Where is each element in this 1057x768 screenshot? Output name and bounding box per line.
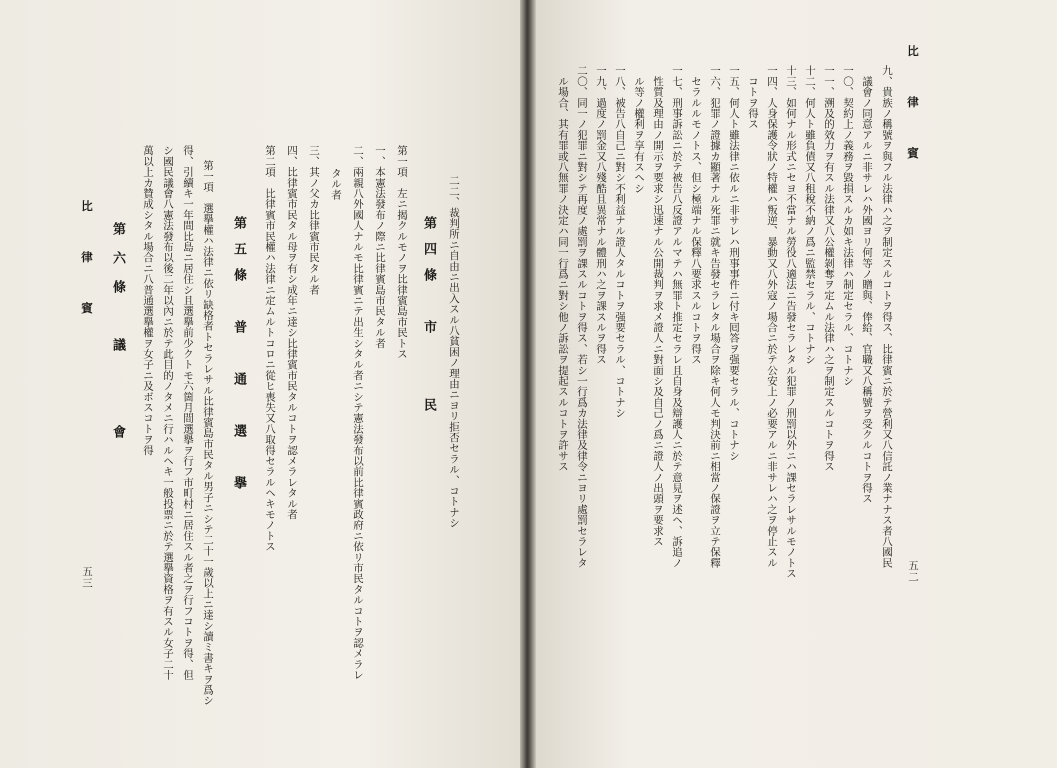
text-line: 一五、何人ト雖法律ニ依ルニ非サレハ刑事事件ニ付キ囘答ヲ强要セラル、コトナシ [728,65,740,461]
page-number: 五二 [907,560,919,583]
text-line: ル等ノ權利ヲ享有スヘシ [633,65,645,194]
section-heading: 第四條 市 民 [421,216,436,424]
text-line: 十三、如何ナル形式ニセヨ不當ナル勞役八適法ニ告發セラレタル犯罪ノ刑罰以外ニハ課セラレサルモノトス [785,65,797,579]
section-heading: 第六條 議 會 [110,222,125,454]
text-line: 議會ノ同意アルニ非サレハ外國ヨリ何等ノ贈與、俸給、官職又八稱號ヲ受クルコトヲ得ス [861,65,873,504]
text-line: 一七、刑事訴訟ニ於テ被告八反證アルマテハ無罪ト推定セラレ且自身及辯護人ニ於テ意見ヲ述ヘ、訴追ノ [671,65,683,568]
running-header: 比 律 賓 [906,45,920,173]
text-line: 一六、犯罪ノ證據カ顯著ナル死罪ニ就キ告發セラレタル場合ヲ除キ何人モ判決前ニ相當ノ保證ヲ立テ保釋 [709,65,721,568]
text-line: 第二項 比律賓市民權ハ法律ニ定ムルトコロニ從ヒ喪失又八取得セラルヘキモノトス [264,145,276,552]
left-page [0,0,520,768]
text-line: 一八、被告八自己ニ對シ不利益ナル證人タルコトヲ强要セラル、コトナシ [614,65,626,419]
text-line: ル場合、其有罪或八無罪ノ決定ハ同一行爲ニ對シ他ノ訴訟ヲ提起スルコトヲ許サス [557,65,569,472]
book-gutter [520,0,536,768]
text-line: 一〇、契約上ノ義務ヲ毀損スルカ如キ法律ハ制定セラル、コトナシ [842,65,854,386]
running-header: 比 律 賓 [80,200,94,328]
section-heading: 第五條 普 通 選 擧 [231,216,246,502]
text-line: 二〇、同一ノ犯罪ニ對シテ再度ノ處罰ヲ課スルコトヲ得ス、若シ一行爲カ法律及律令ニヨリ處罰セラレタ [576,65,588,568]
page-number: 五三 [81,566,93,589]
text-line: コトヲ得ス [747,65,759,130]
text-line: 一九、過度ノ罰金又八殘酷且異常ナル體刑ハ之ヲ課スルヲ得ス [595,65,607,365]
text-line: 二、兩親八外國人ナルモ比律賓ニテ出生シタル者ニシテ憲法發布以前比律賓政府ニ依リ市民タルコトヲ認メラレ [352,145,364,680]
text-line: 一、本憲法發布ノ際ニ比律賓島市民タル者 [374,145,386,349]
text-line: 九、貴族ノ稱號ヲ與フル法律ハ之ヲ制定スルコトヲ得ス、比律賓ニ於テ營利又八信託ノ業ナナス者八國民 [881,65,893,568]
text-line: 得、引續キ一年間比島ニ居住シ且選擧前少クトモ六箇月間選擧ヲ行フ市町村ニ居住スル者之ヲ行フコトヲ得、但 [182,145,194,680]
text-line: シ國民議會八憲法發布以後二年以內ニ於テ此目的ノタメニ行ハルヘキ一般投票ニ於テ選擧資格ヲ有スル女子二十 [162,145,174,680]
text-line: 四、比律賓市民タル母ヲ有シ成年ニ達シ比律賓市民タルコトヲ認メラレタル者 [286,145,298,520]
text-line: 一四、人身保護令狀ノ特權ハ叛逆、暴動又八外寇ノ場合ニ於テ公安上ノ必要アルニ非サレハ之ヲ停止スル [766,65,778,568]
text-line: 三、其ノ父カ比律賓市民タル者 [308,145,320,295]
right-page [536,0,1057,768]
text-line: 十二、何人ト雖負債又八租稅不納ノ爲ニ監禁セラル、コトナシ [804,65,816,365]
text-line: 二二、裁判所ニ自由ニ出入スル八貧困ノ理由ニヨリ拒否セラル、コトナシ [448,175,460,529]
text-line: 一一、溯及的效力ヲ有スル法律又八公權剝奪ヲ定ムル法律ハ之ヲ制定スルコトヲ得ス [823,65,835,472]
text-line: 第一項 選擧權ハ法律ニ依リ缺格者トセラレサル比律賓島市民タル男子ニシテ二十一歲以上ニ達シ讀ミ書キヲ爲シ [202,160,214,706]
text-line: タル者 [330,157,342,200]
text-line: 性質及理由ノ開示ヲ要求シ迅速ナル公開裁判ヲ求メ證人ニ對面シ及自己ノ爲ニ證人ノ出頭ヲ要求ス [652,65,664,547]
text-line: 第一項 左ニ揭クルモノヲ比律賓島市民トス [396,145,408,359]
text-line: 萬以上カ贊成シタル場合ニ八普通選擧權ヲ女子ニ及ボスコトヲ得 [142,145,154,456]
text-line: セラルルモノトス、但シ極端ナル保釋八要求スルコトヲ得ス [690,65,702,365]
